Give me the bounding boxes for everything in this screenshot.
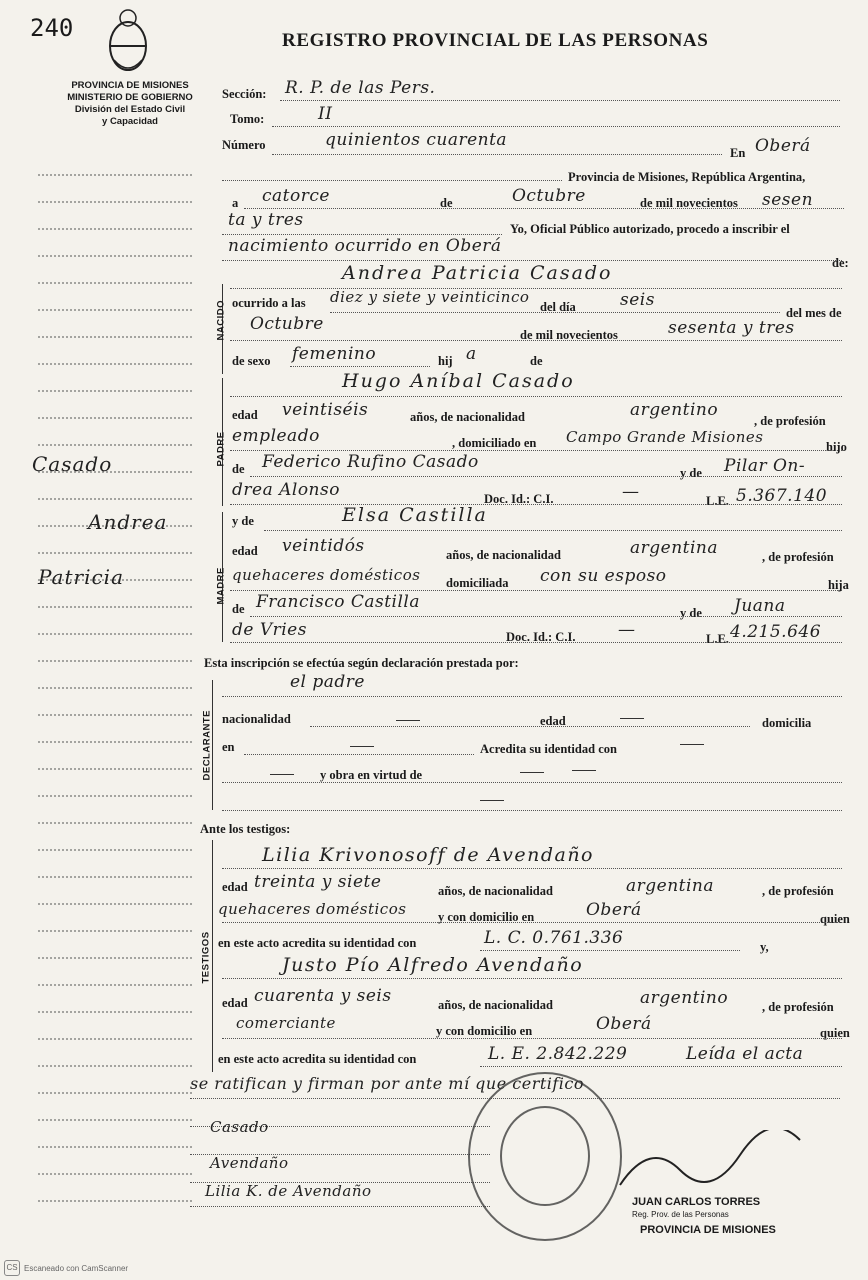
value-madre-ci: — bbox=[618, 620, 636, 640]
dash-decl-acredita bbox=[680, 744, 704, 745]
side-label-nacido: NACIDO bbox=[215, 300, 227, 341]
value-padre-nombre: Hugo Aníbal Casado bbox=[342, 370, 575, 392]
label-esta-inscripcion: Esta inscripción se efectúa según declaración prestada por: bbox=[204, 656, 519, 670]
value-madre-edad: veintidós bbox=[282, 536, 365, 556]
label-de-mil-novecientos: de mil novecientos bbox=[640, 196, 738, 210]
label-madre-de: de bbox=[232, 602, 245, 616]
line-blank-1 bbox=[222, 180, 562, 181]
value-mes-nac: Octubre bbox=[250, 314, 324, 334]
line-madre-prof bbox=[230, 590, 842, 591]
label-t2-edad: edad bbox=[222, 996, 248, 1010]
label-en: En bbox=[730, 146, 746, 160]
value-madre-madre-a: Juana bbox=[734, 596, 786, 616]
coat-of-arms-icon bbox=[104, 6, 152, 76]
value-padre-prof: empleado bbox=[232, 426, 320, 446]
line-t2-prof bbox=[222, 1038, 842, 1039]
label-numero: Número bbox=[222, 138, 266, 152]
label-yo-oficial: Yo, Oficial Público autorizado, procedo a inscribir el bbox=[510, 222, 790, 236]
signature-lilia: Lilia K. de Avendaño bbox=[205, 1182, 372, 1200]
dash-decl-obra-a bbox=[270, 774, 294, 775]
label-padre-domiciliado: , domiciliado en bbox=[452, 436, 537, 450]
line-declarante bbox=[222, 696, 842, 697]
org-block bbox=[50, 80, 210, 128]
line-t2-doc bbox=[480, 1066, 842, 1067]
line-decl-obra bbox=[222, 782, 842, 783]
label-madre-profesion: , de profesión bbox=[762, 550, 834, 564]
label-t2-anios-nac: años, de nacionalidad bbox=[438, 998, 553, 1012]
value-madre-nac: argentina bbox=[630, 538, 719, 558]
line-decl-nac bbox=[310, 726, 750, 727]
label-t1-anios-nac: años, de nacionalidad bbox=[438, 884, 553, 898]
value-padre-edad: veintiséis bbox=[282, 400, 369, 420]
value-padre-madre-a: Pilar On- bbox=[724, 456, 806, 476]
line-padre-nombre bbox=[230, 396, 842, 397]
label-hij: hij bbox=[438, 354, 453, 368]
line-seccion bbox=[280, 100, 840, 101]
value-cierre: se ratifican y firman por ante mí que certifico bbox=[190, 1074, 585, 1093]
label-decl-en: en bbox=[222, 740, 235, 754]
value-anio-a: sesen bbox=[762, 190, 814, 210]
label-del-mes-de: del mes de bbox=[786, 306, 842, 320]
label-decl-edad: edad bbox=[540, 714, 566, 728]
section-bar-testigos bbox=[212, 840, 213, 1072]
line-t1-prof bbox=[222, 922, 842, 923]
value-hij-suffix: a bbox=[466, 344, 477, 364]
value-t1-dom: Oberá bbox=[586, 900, 642, 920]
label-padre-doc: Doc. Id.: C.I. bbox=[484, 492, 554, 506]
value-t2-prof: comerciante bbox=[236, 1014, 336, 1032]
value-madre-prof: quehaceres domésticos bbox=[232, 566, 421, 584]
value-testigo1: Lilia Krivonosoff de Avendaño bbox=[262, 844, 594, 866]
line-madre-doc bbox=[230, 642, 842, 643]
org-line-2: MINISTERIO DE GOBIERNO bbox=[67, 92, 193, 103]
label-hija: hija bbox=[828, 578, 849, 592]
line-decl-final bbox=[222, 810, 842, 811]
label-decl-domicilia: domicilia bbox=[762, 716, 812, 730]
label-t1-domicilio: y con domicilio en bbox=[438, 910, 535, 924]
line-madre-padres bbox=[250, 616, 842, 617]
label-t1-acredita: en este acto acredita su identidad con bbox=[218, 936, 417, 950]
dash-decl-edad bbox=[620, 718, 644, 719]
label-a: a bbox=[232, 196, 239, 210]
line-testigo2 bbox=[222, 978, 842, 979]
label-ante-testigos: Ante los testigos: bbox=[200, 822, 291, 836]
line-anio-b bbox=[222, 234, 502, 235]
label-decl-acredita: Acredita su identidad con bbox=[480, 742, 617, 756]
line-numero bbox=[272, 154, 722, 155]
page-number: 240 bbox=[30, 14, 74, 42]
value-t2-nac: argentino bbox=[640, 988, 729, 1008]
value-t2-tail: Leída el acta bbox=[686, 1044, 804, 1064]
line-sign-4 bbox=[190, 1206, 490, 1207]
label-madre-y-de: y de bbox=[232, 514, 254, 528]
value-t1-nac: argentina bbox=[626, 876, 715, 896]
label-t1-profesion: , de profesión bbox=[762, 884, 834, 898]
line-padre-prof bbox=[230, 450, 842, 451]
dash-decl-en bbox=[350, 746, 374, 747]
value-anio-nac: sesenta y tres bbox=[668, 318, 795, 338]
value-t2-dom: Oberá bbox=[596, 1014, 652, 1034]
line-tomo bbox=[272, 126, 840, 127]
dash-decl-obra-c bbox=[572, 770, 596, 771]
value-padre-le: 5.367.140 bbox=[736, 486, 828, 506]
margin-note-second-name: Patricia bbox=[38, 565, 124, 589]
side-label-madre: MADRE bbox=[215, 567, 227, 605]
value-anio-b: ta y tres bbox=[228, 210, 304, 230]
org-line-4: y Capacidad bbox=[102, 116, 158, 127]
line-madre-nombre bbox=[264, 530, 842, 531]
label-t2-profesion: , de profesión bbox=[762, 1000, 834, 1014]
value-seccion: R. P. de las Pers. bbox=[285, 78, 436, 98]
value-t2-edad: cuarenta y seis bbox=[254, 986, 392, 1006]
side-label-testigos: TESTIGOS bbox=[200, 931, 212, 984]
value-padre-dom: Campo Grande Misiones bbox=[566, 428, 764, 446]
value-padre-madre-b: drea Alonso bbox=[232, 480, 340, 500]
label-seccion: Sección: bbox=[222, 87, 267, 101]
value-sexo: femenino bbox=[292, 344, 377, 364]
value-t1-prof: quehaceres domésticos bbox=[218, 900, 407, 918]
org-line-3: División del Estado Civil bbox=[74, 104, 186, 115]
signature-avendano: Avendaño bbox=[210, 1154, 289, 1172]
value-numero: quinientos cuarenta bbox=[325, 130, 508, 150]
value-madre-le: 4.215.646 bbox=[730, 622, 822, 642]
dash-decl-obra-d bbox=[480, 800, 504, 801]
label-padre-de: de bbox=[232, 462, 245, 476]
label-t2-acredita: en este acto acredita su identidad con bbox=[218, 1052, 417, 1066]
margin-note-first-name: Andrea bbox=[88, 510, 168, 534]
official-signature-stroke bbox=[610, 1130, 810, 1200]
value-madre-dom: con su esposo bbox=[540, 566, 667, 586]
value-mes: Octubre bbox=[512, 186, 586, 206]
scanner-footer-text: Escaneado con CamScanner bbox=[24, 1264, 129, 1273]
margin-note-surname: Casado bbox=[32, 452, 113, 476]
stamp-name: JUAN CARLOS TORRES bbox=[632, 1196, 761, 1208]
stamp-line-2: Reg. Prov. de las Personas bbox=[632, 1210, 729, 1219]
label-t1-quien: quien bbox=[820, 912, 850, 926]
value-hora: diez y siete y veinticinco bbox=[330, 288, 530, 306]
label-madre-le: L.E. bbox=[706, 632, 729, 646]
line-padre-doc bbox=[230, 504, 842, 505]
value-hecho: nacimiento ocurrido en Oberá bbox=[228, 236, 502, 256]
line-fecha bbox=[244, 208, 844, 209]
value-madre-padre: Francisco Castilla bbox=[256, 592, 420, 612]
label-madre-domiciliada: domiciliada bbox=[446, 576, 509, 590]
line-sexo bbox=[290, 366, 430, 367]
label-padre-anios-nac: años, de nacionalidad bbox=[410, 410, 525, 424]
value-nombre: Andrea Patricia Casado bbox=[342, 262, 613, 284]
label-madre-doc: Doc. Id.: C.I. bbox=[506, 630, 576, 644]
label-hijo: hijo bbox=[826, 440, 847, 454]
line-t1-doc bbox=[480, 950, 740, 951]
value-t2-doc: L. E. 2.842.229 bbox=[488, 1044, 628, 1064]
line-nombre bbox=[230, 288, 842, 289]
stamp-line-3: PROVINCIA DE MISIONES bbox=[640, 1224, 776, 1236]
label-madre-anios-nac: años, de nacionalidad bbox=[446, 548, 561, 562]
value-tomo: II bbox=[318, 104, 333, 124]
margin-ruled-lines bbox=[38, 150, 198, 1210]
label-padre-profesion: , de profesión bbox=[754, 414, 826, 428]
label-madre-y-de-2: y de bbox=[680, 606, 702, 620]
label-padre-y-de: y de bbox=[680, 466, 702, 480]
label-de-mes: de bbox=[440, 196, 453, 210]
value-declarante: el padre bbox=[290, 672, 365, 692]
label-tomo: Tomo: bbox=[230, 112, 265, 126]
org-line-1: PROVINCIA DE MISIONES bbox=[71, 80, 189, 91]
label-padre-edad: edad bbox=[232, 408, 258, 422]
value-madre-nombre: Elsa Castilla bbox=[342, 504, 488, 526]
official-seal-inner bbox=[500, 1106, 590, 1206]
value-dia: catorce bbox=[262, 186, 330, 206]
line-hecho bbox=[222, 260, 842, 261]
label-del-dia: del día bbox=[540, 300, 576, 314]
label-t1-y: y, bbox=[760, 940, 769, 954]
value-padre-ci: — bbox=[622, 482, 640, 502]
line-testigo1 bbox=[222, 868, 842, 869]
label-t1-edad: edad bbox=[222, 880, 248, 894]
document-title: REGISTRO PROVINCIAL DE LAS PERSONAS bbox=[282, 30, 709, 51]
line-decl-en bbox=[244, 754, 474, 755]
value-dia-nac: seis bbox=[620, 290, 655, 310]
label-de-padres: de bbox=[530, 354, 543, 368]
label-t2-quien: quien bbox=[820, 1026, 850, 1040]
label-de-colon: de: bbox=[832, 256, 849, 270]
side-label-declarante: DECLARANTE bbox=[201, 710, 213, 781]
label-t2-domicilio: y con domicilio en bbox=[436, 1024, 533, 1038]
label-provincia: Provincia de Misiones, República Argentina, bbox=[568, 170, 806, 184]
value-padre-padre: Federico Rufino Casado bbox=[262, 452, 479, 472]
line-padre-padres bbox=[250, 476, 842, 477]
signature-casado: Casado bbox=[210, 1118, 269, 1136]
line-ocurrido bbox=[330, 312, 780, 313]
value-madre-madre-b: de Vries bbox=[232, 620, 307, 640]
dash-decl-obra-b bbox=[520, 772, 544, 773]
label-madre-edad: edad bbox=[232, 544, 258, 558]
label-ocurrido: ocurrido a las bbox=[232, 296, 306, 310]
value-t1-doc: L. C. 0.761.336 bbox=[484, 928, 624, 948]
value-t1-edad: treinta y siete bbox=[254, 872, 382, 892]
dash-decl-nacionalidad bbox=[396, 720, 420, 721]
label-de-mil-novecientos-2: de mil novecientos bbox=[520, 328, 618, 342]
label-decl-nacionalidad: nacionalidad bbox=[222, 712, 291, 726]
value-ciudad: Oberá bbox=[755, 136, 811, 156]
label-decl-y-obra: y obra en virtud de bbox=[320, 768, 423, 782]
label-padre-le: L.E. bbox=[706, 494, 729, 508]
side-label-padre: PADRE bbox=[215, 431, 227, 467]
line-mes-nac bbox=[230, 340, 842, 341]
label-de-sexo: de sexo bbox=[232, 354, 271, 368]
value-testigo2: Justo Pío Alfredo Avendaño bbox=[282, 954, 584, 976]
scanner-logo-icon: CS bbox=[4, 1260, 20, 1276]
value-padre-nac: argentino bbox=[630, 400, 719, 420]
